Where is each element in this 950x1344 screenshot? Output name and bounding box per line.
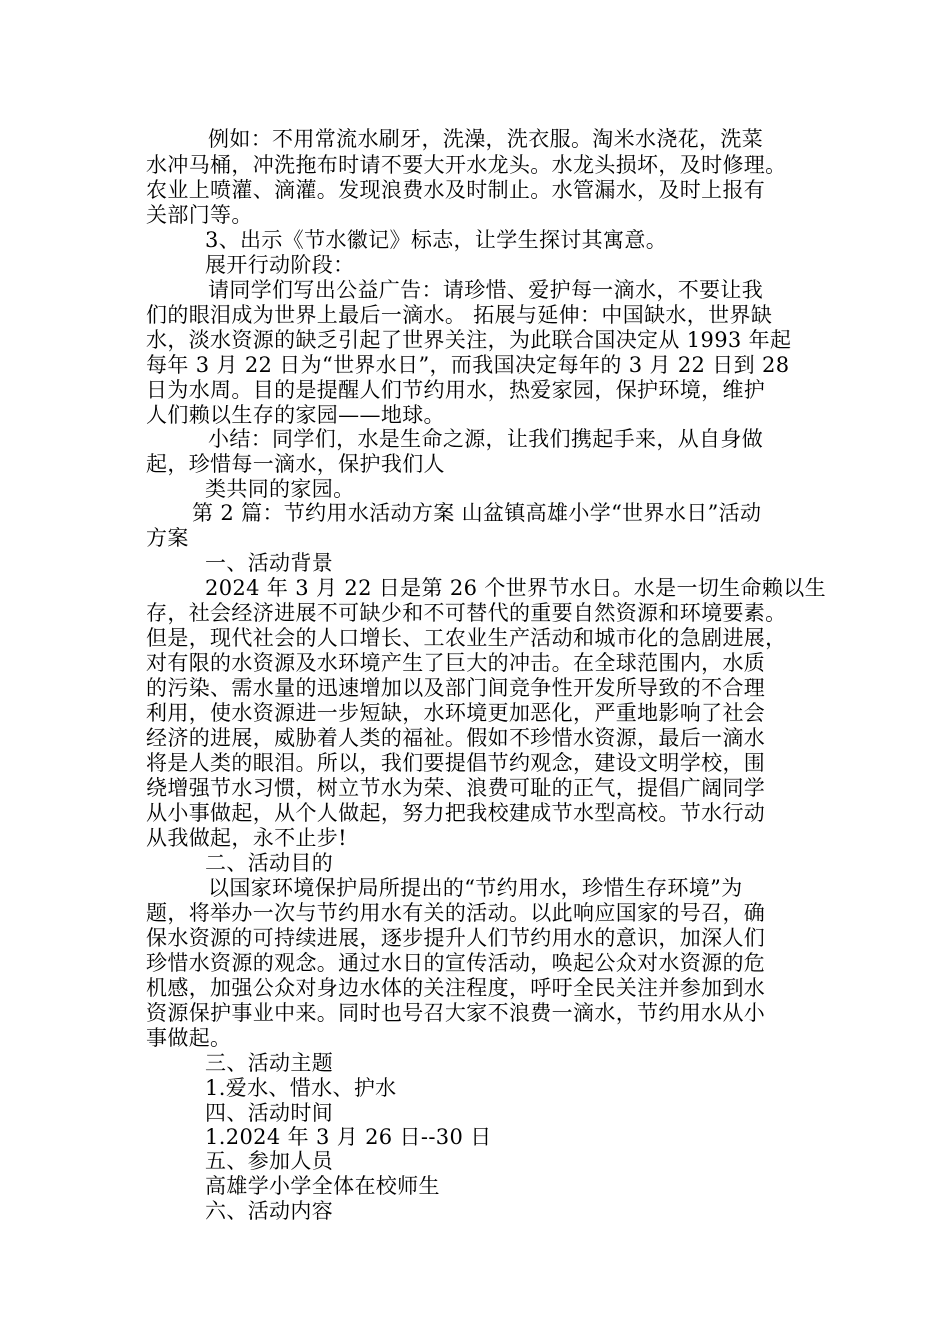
- text-line: 六、活动内容: [205, 1199, 334, 1223]
- text-line: 关部门等。: [146, 203, 253, 227]
- text-line: 3、出示《节水徽记》标志，让学生探讨其寓意。: [205, 228, 668, 252]
- text-line: 2024 年 3 月 22 日是第 26 个世界节水日。水是一切生命赖以生: [205, 576, 826, 600]
- text-line: 资源保护事业中来。同时也号召大家不浪费一滴水，节约用水从小: [146, 1001, 766, 1025]
- text-line: 的污染、需水量的迅速增加以及部门间竞争性开发所导致的不合理: [146, 676, 766, 700]
- text-line: 机感，加强公众对身边水体的关注程度，呼吁全民关注并参加到水: [146, 976, 766, 1000]
- text-line: 方案: [146, 526, 189, 550]
- text-line: 一、活动背景: [205, 551, 334, 575]
- text-line: 水，淡水资源的缺乏引起了世界关注，为此联合国决定从 1993 年起: [146, 328, 792, 352]
- text-line: 保水资源的可持续进展，逐步提升人们节约用水的意识，加深人们: [146, 926, 766, 950]
- text-line: 人们赖以生存的家园——地球。: [146, 403, 445, 427]
- text-line: 将是人类的眼泪。所以，我们要提倡节约观念，建设文明学校，围: [146, 751, 766, 775]
- text-line: 四、活动时间: [205, 1101, 334, 1125]
- text-line: 五、参加人员: [205, 1149, 334, 1173]
- text-line: 经济的进展，威胁着人类的福祉。假如不珍惜水资源，最后一滴水: [146, 726, 766, 750]
- text-line: 1.爱水、惜水、护水: [205, 1076, 397, 1100]
- text-line: 三、活动主题: [205, 1051, 334, 1075]
- text-line: 高雄学小学全体在校师生: [205, 1174, 440, 1198]
- text-line: 以国家环境保护局所提出的“节约用水，珍惜生存环境”为: [208, 876, 743, 900]
- text-line: 请同学们写出公益广告：请珍惜、爱护每一滴水，不要让我: [208, 278, 764, 302]
- text-line: 日为水周。目的是提醒人们节约用水，热爱家园，保护环境，维护: [146, 378, 766, 402]
- text-line: 1.2024 年 3 月 26 日--30 日: [205, 1125, 492, 1149]
- text-line: 存，社会经济进展不可缺少和不可替代的重要自然资源和环境要素。: [146, 601, 787, 625]
- text-line: 二、活动目的: [205, 851, 334, 875]
- text-line: 例如：不用常流水刷牙，洗澡，洗衣服。淘米水浇花，洗菜: [208, 127, 764, 151]
- text-line: 第 2 篇：节约用水活动方案 山盆镇高雄小学“世界水日”活动: [192, 501, 762, 525]
- text-line: 农业上喷灌、滴灌。发现浪费水及时制止。水管漏水，及时上报有: [146, 178, 766, 202]
- text-line: 事做起。: [146, 1026, 232, 1050]
- text-line: 展开行动阶段：: [205, 253, 355, 277]
- text-line: 们的眼泪成为世界上最后一滴水。 拓展与延伸：中国缺水，世界缺: [146, 303, 773, 327]
- text-line: 珍惜水资源的观念。通过水日的宣传活动，唤起公众对水资源的危: [146, 951, 766, 975]
- text-line: 利用，使水资源进一步短缺，水环境更加恶化，严重地影响了社会: [146, 701, 766, 725]
- text-line: 小结：同学们，水是生命之源，让我们携起手来，从自身做: [208, 427, 764, 451]
- text-line: 对有限的水资源及水环境产生了巨大的冲击。在全球范围内，水质: [146, 651, 766, 675]
- text-line: 水冲马桶，冲洗拖布时请不要大开水龙头。水龙头损坏，及时修理。: [146, 153, 787, 177]
- text-line: 但是，现代社会的人口增长、工农业生产活动和城市化的急剧进展，: [146, 626, 787, 650]
- text-line: 起，珍惜每一滴水，保护我们人: [146, 452, 445, 476]
- text-line: 绕增强节水习惯，树立节水为荣、浪费可耻的正气，提倡广阔同学: [146, 776, 766, 800]
- text-line: 每年 3 月 22 日为“世界水日”，而我国决定每年的 3 月 22 日到 28: [146, 353, 790, 377]
- text-line: 从小事做起，从个人做起，努力把我校建成节水型高校。节水行动: [146, 801, 766, 825]
- text-line: 题，将举办一次与节约用水有关的活动。以此响应国家的号召，确: [146, 901, 766, 925]
- text-line: 类共同的家园。: [205, 477, 355, 501]
- text-line: 从我做起，永不止步!: [146, 826, 347, 850]
